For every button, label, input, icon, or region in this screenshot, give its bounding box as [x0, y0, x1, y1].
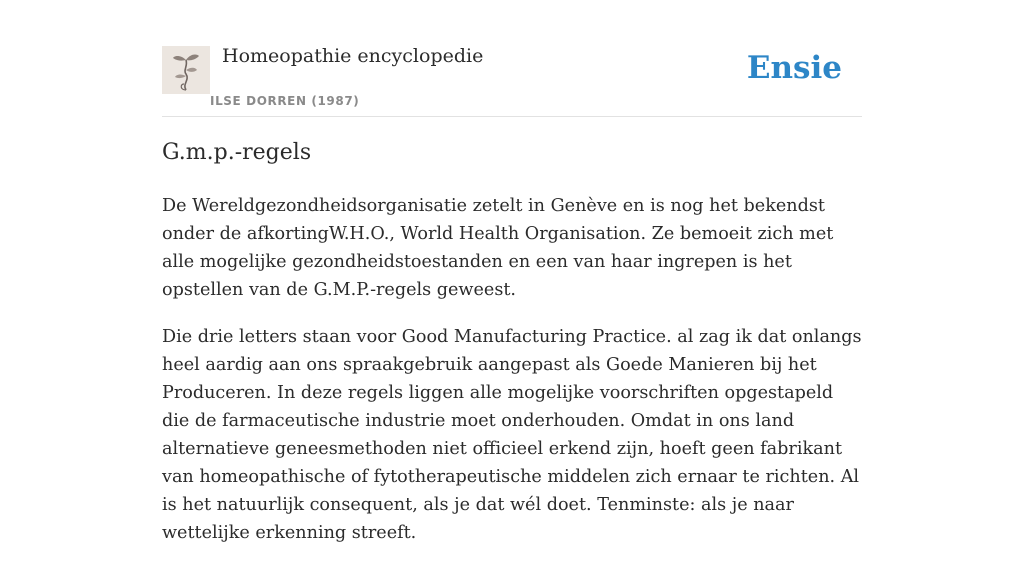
paragraph: Die drie letters staan voor Good Manufacturing Practice. al zag ik dat onlangs heel aardig aan ons spraakgebruik aangepast als Goede Manieren bij het Produceren. In deze regels liggen alle mogelijke voorschriften opgestapeld die de farmaceutische industrie moet onderhouden. Omdat in ons land alternatieve geneesmethoden niet officieel erkend zijn, hoeft geen fabrikant van homeopathische of fytotherapeutische middelen zich ernaar te richten. Al is het natuurlijk consequent, als je dat wél doet. Tenminste: als je naar wettelijke erkenning streeft. — [162, 327, 862, 543]
ensie-logo[interactable]: Ensie — [746, 50, 842, 86]
header — [162, 0, 862, 117]
author-label: ILSE DORREN (1987) — [210, 94, 360, 108]
book-title[interactable]: Homeopathie encyclopedie — [222, 45, 484, 67]
page-container — [162, 0, 862, 543]
paragraph: De Wereldgezondheidsorganisatie zetelt in Genève en is nog het bekendst onder de afkortingW.H.O., World Health Organisation. Ze bemoeit zich met alle mogelijke gezondheidstoestanden en een van haar ingrepen is het opstellen van de G.M.P.-regels geweest. — [162, 196, 834, 300]
plant-sprout-icon[interactable] — [162, 46, 210, 94]
entry-title: G.m.p.-regels — [162, 140, 312, 165]
entry-body — [162, 192, 862, 566]
